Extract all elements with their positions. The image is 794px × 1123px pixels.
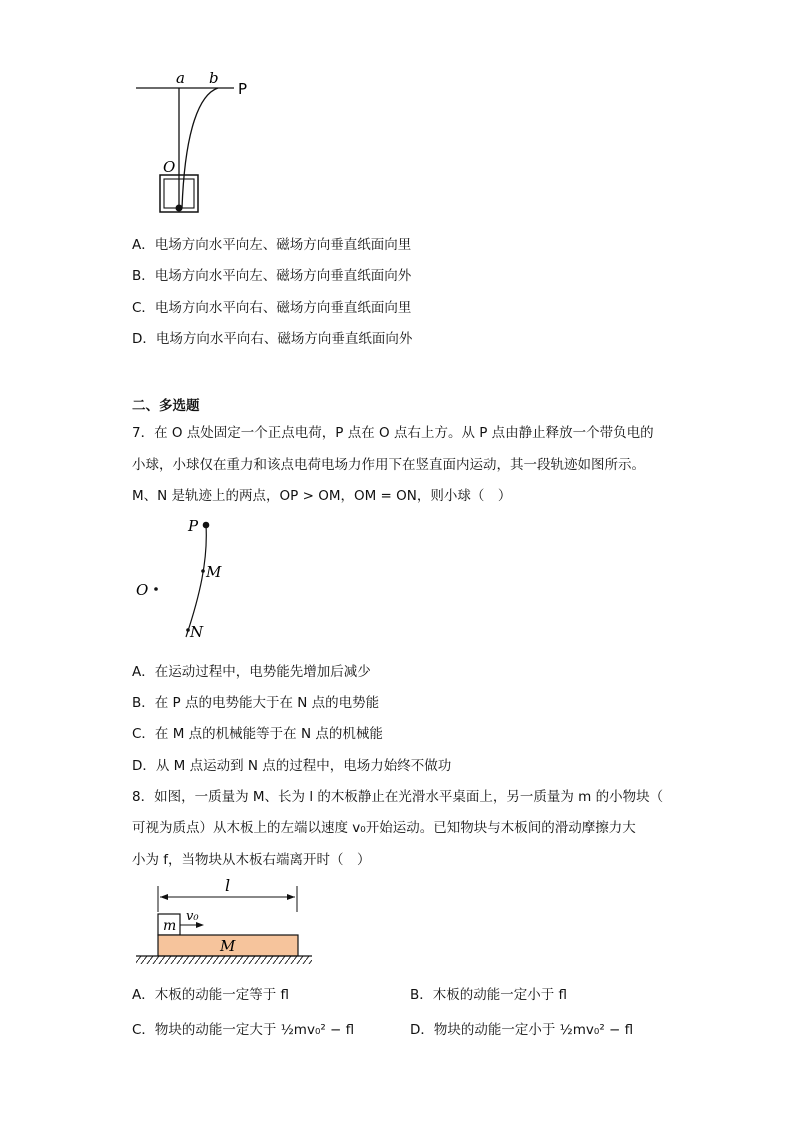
- q8-line-2: 可视为质点）从木板上的左端以速度 v₀开始运动。已知物块与木板间的滑动摩擦力大: [132, 820, 636, 836]
- q6-option-b: B．电场方向水平向左、磁场方向垂直纸面向外: [132, 268, 412, 284]
- q8-option-b: B．木板的动能一定小于 fl: [410, 987, 568, 1003]
- label-M: M: [220, 937, 236, 955]
- label-O: O: [163, 158, 176, 176]
- label-O: O: [136, 581, 149, 599]
- q7-option-d: D．从 M 点运动到 N 点的过程中，电场力始终不做功: [132, 758, 452, 774]
- q8-option-c: C．物块的动能一定大于 ½mv₀² − fl: [132, 1022, 355, 1038]
- length-arrow-right: [287, 894, 295, 900]
- q8-line-3: 小为 f，当物块从木板右端离开时（ ）: [132, 852, 371, 868]
- q8-option-d: D．物块的动能一定小于 ½mv₀² − fl: [410, 1022, 634, 1038]
- point-O: [154, 587, 158, 591]
- label-M: M: [206, 563, 222, 581]
- q7-trajectory-figure: [130, 515, 240, 645]
- section-title: 二、多选题: [132, 398, 200, 414]
- q6-option-d: D．电场方向水平向右、磁场方向垂直纸面向外: [132, 331, 413, 347]
- q6-option-c: C．电场方向水平向右、磁场方向垂直纸面向里: [132, 300, 412, 316]
- label-b: b: [209, 69, 219, 87]
- length-arrow-left: [160, 894, 168, 900]
- figure-1-diagram: [130, 68, 260, 218]
- q7-option-c: C．在 M 点的机械能等于在 N 点的机械能: [132, 726, 383, 742]
- point-M: [201, 569, 205, 573]
- q7-line-1: 7．在 O 点处固定一个正点电荷，P 点在 O 点右上方。从 P 点由静止释放一个带负电的: [132, 425, 654, 441]
- q6-option-a: A．电场方向水平向左、磁场方向垂直纸面向里: [132, 237, 412, 253]
- table-hatching: [136, 956, 312, 964]
- trajectory-curve: [186, 525, 206, 637]
- q8-option-a: A．木板的动能一定等于 fl: [132, 987, 290, 1003]
- label-P: P: [238, 80, 248, 98]
- q7-line-3: M、N 是轨迹上的两点，OP > OM，OM = ON，则小球（ ）: [132, 488, 512, 504]
- label-a: a: [176, 69, 185, 87]
- q7-option-a: A．在运动过程中，电势能先增加后减少: [132, 664, 371, 680]
- label-m: m: [163, 918, 177, 934]
- q8-board-figure: [132, 872, 317, 972]
- label-P: P: [188, 517, 199, 535]
- label-v0: v₀: [186, 909, 199, 924]
- label-l: l: [225, 876, 231, 895]
- q7-line-2: 小球，小球仅在重力和该点电荷电场力作用下在竖直面内运动，其一段轨迹如图所示。: [132, 457, 645, 473]
- q7-option-b: B．在 P 点的电势能大于在 N 点的电势能: [132, 695, 380, 711]
- point-P: [203, 522, 210, 529]
- q8-line-1: 8．如图，一质量为 M、长为 l 的木板静止在光滑水平桌面上，另一质量为 m 的小物块（: [132, 789, 664, 805]
- deflected-trajectory: [182, 88, 218, 208]
- label-N: N: [190, 623, 204, 641]
- source-dot: [176, 205, 183, 212]
